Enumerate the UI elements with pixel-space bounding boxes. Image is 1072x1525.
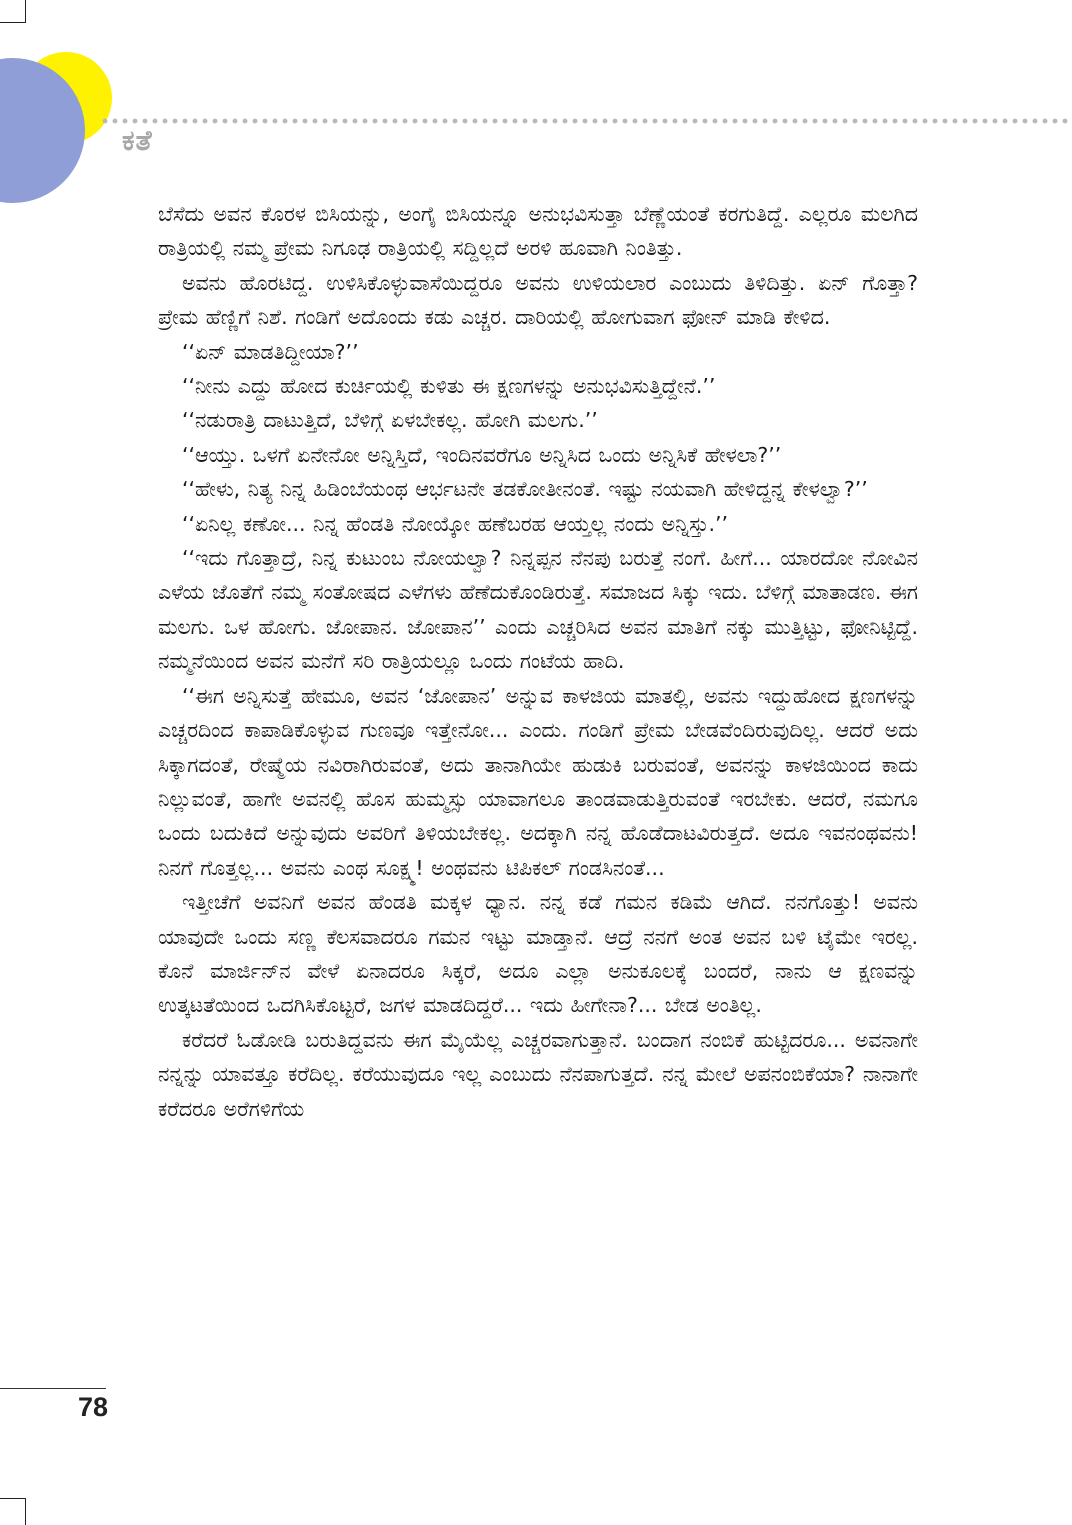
- story-paragraph: ಇತ್ತೀಚೆಗೆ ಅವನಿಗೆ ಅವನ ಹೆಂಡತಿ ಮಕ್ಕಳ ಧ್ಯಾನ. ನನ್ನ ಕಡೆ ಗಮನ ಕಡಿಮೆ ಆಗಿದೆ. ನನಗೊತ್ತು! ಅವನು ಯಾವುದೇ ಒಂದು ಸಣ್ಣ ಕೆಲಸವಾದರೂ ಗಮನ ಇಟ್ಟು ಮಾಡ್ತಾನೆ. ಆದ್ರೆ ನನಗೆ ಅಂತ ಅವನ ಬಳಿ ಟೈಮೇ ಇರಲ್ಲ. ಕೊನೆ ಮಾರ್ಜಿನ್‌ನ ವೇಳೆ ಏನಾದರೂ ಸಿಕ್ಕರೆ, ಅದೂ ಎಲ್ಲಾ ಅನುಕೂಲಕ್ಕೆ ಬಂದರೆ, ನಾನು ಆ ಕ್ಷಣವನ್ನು ಉತ್ಕಟತೆಯಿಂದ ಒದಗಿಸಿಕೊಟ್ಟರೆ, ಜಗಳ ಮಾಡದಿದ್ದರೆ... ಇದು ಹೀಗೇನಾ?... ಬೇಡ ಅಂತಿಲ್ಲ.: [158, 890, 918, 1018]
- story-paragraph: ಕರೆದರೆ ಓಡೋಡಿ ಬರುತಿದ್ದವನು ಈಗ ಮೈಯೆಲ್ಲ ಎಚ್ಚರವಾಗುತ್ತಾನೆ. ಬಂದಾಗ ನಂಬಿಕೆ ಹುಟ್ಟಿದರೂ... ಅವನಾಗೇ ನನ್ನನ್ನು ಯಾವತ್ತೂ ಕರೆದಿಲ್ಲ. ಕರೆಯುವುದೂ ಇಲ್ಲ ಎಂಬುದು ನೆನಪಾಗುತ್ತದೆ. ನನ್ನ ಮೇಲೆ ಅಪನಂಬಿಕೆಯಾ? ನಾನಾಗೇ ಕರೆದರೂ ಅರೆಗಳಿಗೆಯ: [158, 1027, 918, 1121]
- crop-mark-top-vertical: [25, 0, 26, 22]
- page-number: 78: [78, 1392, 109, 1422]
- dotted-header-rule: [100, 118, 1072, 124]
- story-paragraph: ಬೆಸೆದು ಅವನ ಕೊರಳ ಬಿಸಿಯನ್ನು, ಅಂಗೈ ಬಿಸಿಯನ್ನೂ ಅನುಭವಿಸುತ್ತಾ ಬೆಣ್ಣೆಯಂತೆ ಕರಗುತಿದ್ದೆ. ಎಲ್ಲರೂ ಮಲಗಿದ ರಾತ್ರಿಯಲ್ಲಿ ನಮ್ಮ ಪ್ರೇಮ ನಿಗೂಢ ರಾತ್ರಿಯಲ್ಲಿ ಸದ್ದಿಲ್ಲದೆ ಅರಳಿ ಹೂವಾಗಿ ನಿಂತಿತ್ತು.: [158, 202, 918, 261]
- section-label: ಕತೆ: [122, 124, 153, 157]
- dialogue-line: ‘‘ಹೇಳು, ನಿತ್ಯ ನಿನ್ನ ಹಿಡಿಂಬೆಯಂಥ ಆರ್ಭಟನೇ ತಡಕೋತೀನಂತೆ. ಇಷ್ಟು ನಯವಾಗಿ ಹೇಳಿದ್ದನ್ನ ಕೇಳಲ್ವಾ?’’: [182, 477, 868, 502]
- story-paragraph: ಅವನು ಹೊರಟಿದ್ದ. ಉಳಿಸಿಕೊಳ್ಳುವಾಸೆಯಿದ್ದರೂ ಅವನು ಉಳಿಯಲಾರ ಎಂಬುದು ತಿಳಿದಿತ್ತು. ಏನ್ ಗೊತ್ತಾ? ಪ್ರೇಮ ಹೆಣ್ಣಿಗೆ ನಿಶೆ. ಗಂಡಿಗೆ ಅದೊಂದು ಕಡು ಎಚ್ಚರ. ದಾರಿಯಲ್ಲಿ ಹೋಗುವಾಗ ಫೋನ್ ಮಾಡಿ ಕೇಳಿದ.: [158, 270, 918, 330]
- dialogue-line: ‘‘ಏನ್ ಮಾಡತಿದ್ದೀಯಾ?’’: [182, 339, 359, 364]
- story-body: [158, 197, 918, 1126]
- dialogue-paragraph: ‘‘ಇದು ಗೊತ್ತಾದ್ರೆ, ನಿನ್ನ ಕುಟುಂಬ ನೋಯಲ್ವಾ? ನಿನ್ನಪ್ಪನ ನೆನಪು ಬರುತ್ತೆ ನಂಗೆ. ಹೀಗೆ... ಯಾರದೋ ನೋವಿನ ಎಳೆಯ ಜೊತೆಗೆ ನಮ್ಮ ಸಂತೋಷದ ಎಳೆಗಳು ಹೆಣೆದುಕೊಂಡಿರುತ್ತೆ. ಸಮಾಜದ ಸಿಕ್ಕು ಇದು. ಬೆಳಿಗ್ಗೆ ಮಾತಾಡಣ. ಈಗ ಮಲಗು. ಒಳ ಹೋಗು. ಜೋಪಾನ. ಜೋಪಾನ’’ ಎಂದು ಎಚ್ಚರಿಸಿದ ಅವನ ಮಾತಿಗೆ ನಕ್ಕು ಮುತ್ತಿಟ್ಟು, ಫೋನಿಟ್ಟಿದ್ದೆ. ನಮ್ಮನೆಯಿಂದ ಅವನ ಮನೆಗೆ ಸರಿ ರಾತ್ರಿಯಲ್ಲೂ ಒಂದು ಗಂಟೆಯ ಹಾದಿ.: [158, 546, 918, 674]
- dialogue-line: ‘‘ಆಯ್ತು. ಒಳಗೆ ಏನೇನೋ ಅನ್ನಿಸ್ತಿದೆ, ಇಂದಿನವರೆಗೂ ಅನ್ನಿಸಿದ ಒಂದು ಅನ್ನಿಸಿಕೆ ಹೇಳಲಾ?’’: [182, 442, 782, 467]
- dialogue-line: ‘‘ನಡುರಾತ್ರಿ ದಾಟುತ್ತಿದೆ, ಬೆಳಿಗ್ಗೆ ಏಳಬೇಕಲ್ಲ. ಹೋಗಿ ಮಲಗು.’’: [182, 408, 598, 433]
- dialogue-line: ‘‘ನೀನು ಎದ್ದು ಹೋದ ಕುರ್ಚಿಯಲ್ಲಿ ಕುಳಿತು ಈ ಕ್ಷಣಗಳನ್ನು ಅನುಭವಿಸುತ್ತಿದ್ದೇನೆ.’’: [182, 374, 716, 399]
- crop-mark-top-horizontal: [0, 22, 26, 23]
- crop-mark-bottom-horizontal: [0, 1498, 26, 1499]
- crop-mark-bottom-vertical: [25, 1498, 26, 1525]
- page-number-rule: [0, 1388, 106, 1389]
- dialogue-paragraph: ‘‘ಈಗ ಅನ್ನಿಸುತ್ತೆ ಹೇಮೂ, ಅವನ ‘ಜೋಪಾನ’ ಅನ್ನುವ ಕಾಳಜಿಯ ಮಾತಲ್ಲಿ, ಅವನು ಇದ್ದುಹೋದ ಕ್ಷಣಗಳನ್ನು ಎಚ್ಚರದಿಂದ ಕಾಪಾಡಿಕೊಳ್ಳುವ ಗುಣವೂ ಇತ್ತೇನೋ... ಎಂದು. ಗಂಡಿಗೆ ಪ್ರೇಮ ಬೇಡವೆಂದಿರುವುದಿಲ್ಲ. ಆದರೆ ಅದು ಸಿಕ್ಕಾಗದಂತೆ, ರೇಷ್ಮೆಯ ನವಿರಾಗಿರುವಂತೆ, ಅದು ತಾನಾಗಿಯೇ ಹುಡುಕಿ ಬರುವಂತೆ, ಅವನನ್ನು ಕಾಳಜಿಯಿಂದ ಕಾದು ನಿಲ್ಲುವಂತೆ, ಹಾಗೇ ಅವನಲ್ಲಿ ಹೊಸ ಹುಮ್ಮಸ್ಸು ಯಾವಾಗಲೂ ತಾಂಡವಾಡುತ್ತಿರುವಂತೆ ಇರಬೇಕು. ಆದರೆ, ನಮಗೂ ಒಂದು ಬದುಕಿದೆ ಅನ್ನುವುದು ಅವರಿಗೆ ತಿಳಿಯಬೇಕಲ್ಲ. ಅದಕ್ಕಾಗಿ ನನ್ನ ಹೊಡೆದಾಟವಿರುತ್ತದೆ. ಅದೂ ಇವನಂಥವನು! ನಿನಗೆ ಗೊತ್ತಲ್ಲ... ಅವನು ಎಂಥ ಸೂಕ್ಷ್ಮ! ಅಂಥವನು ಟಿಪಿಕಲ್ ಗಂಡಸಿನಂತೆ...: [158, 683, 918, 880]
- dialogue-line: ‘‘ಏನಿಲ್ಲ ಕಣೋ... ನಿನ್ನ ಹೆಂಡತಿ ನೋಯ್ಕೋ ಹಣೆಬರಹ ಆಯ್ತಲ್ಲ ನಂದು ಅನ್ನಿಸ್ತು.’’: [182, 511, 728, 536]
